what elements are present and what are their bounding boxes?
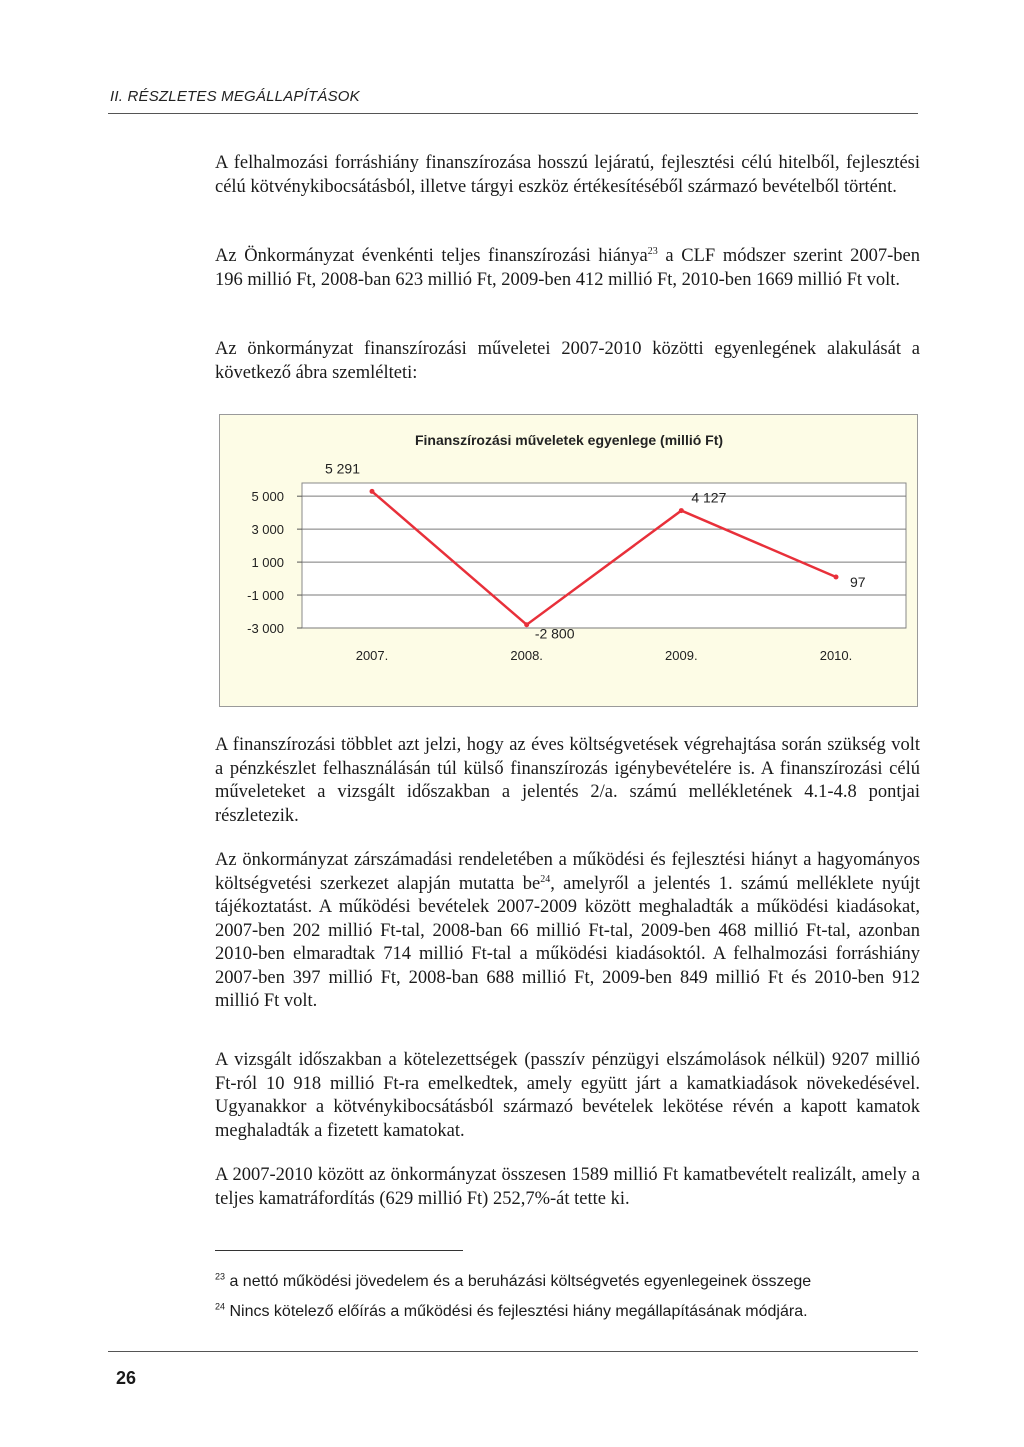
x-tick-label: 2010. <box>819 648 853 663</box>
footnote-23-number: 23 <box>215 1271 226 1282</box>
paragraph-5-text-b: , amelyről a jelentés 1. számú melléklete nyújt tájékoztatást. A működési bevételek 2007-2009 között meghaladták a működési kiadásokat, 2007-ben 202 millió Ft-tal, 2008-ban 66 millió Ft-tal, 2009-ben 468 millió Ft-tal, azonban 2010-ben elmaradtak 714 millió Ft-tal a működési kiadásoktól. A felhalmozási forráshiány 2007-ben 397 millió Ft, 2008-ban 688 millió Ft, 2009-ben 849 millió Ft és 2010-ben 912 millió Ft volt. <box>215 873 920 1011</box>
data-point <box>679 508 684 513</box>
data-point <box>834 574 839 579</box>
paragraph-2-text-a: Az Önkormányzat évenkénti teljes finanszírozási hiánya <box>215 246 648 266</box>
data-label: 5 291 <box>324 460 360 477</box>
y-tick-label: 5 000 <box>251 489 284 505</box>
data-point <box>370 489 375 494</box>
plot-area <box>302 483 906 628</box>
paragraph-5 <box>215 849 920 1014</box>
x-tick-label: 2009. <box>665 648 698 663</box>
paragraph-6: A vizsgált időszakban a kötelezettségek (passzív pénzügyi elszámolások nélkül) 9207 millió Ft-ról 10 918 millió Ft-ra emelkedtek, amely együtt járt a kamatkiadások növekedésével. Ugyanakkor a kötvénykibocsátásból származó bevételek lekötése révén a kapott kamatok meghaladták a fizetett kamatokat. <box>215 1050 920 1141</box>
footnote-24-number: 24 <box>215 1301 226 1312</box>
data-point <box>524 622 529 627</box>
data-label: 97 <box>850 573 866 590</box>
balance-line-chart <box>220 415 919 708</box>
footer-rule <box>108 1351 918 1352</box>
footnote-ref-24[interactable]: 24 <box>540 873 551 885</box>
x-tick-label: 2007. <box>355 648 389 663</box>
page-number: 26 <box>116 1368 137 1388</box>
paragraph-2-text-b: a CLF módszer szerint 2007-ben 196 millió Ft, 2008-ban 623 millió Ft, 2009-ben 412 millió Ft, 2010-ben 1669 millió Ft volt. <box>215 246 920 290</box>
y-tick-label: 3 000 <box>251 522 284 538</box>
data-label: 4 127 <box>691 489 727 506</box>
paragraph-5-text-a: Az önkormányzat zárszámadási rendeletében a működési és fejlesztési hiányt a hagyományos költségvetési szerkezet alapján mutatta be <box>215 850 920 894</box>
data-label: -2 800 <box>534 625 575 642</box>
footnote-rule <box>215 1250 463 1251</box>
footnote-23-text: a nettó működési jövedelem és a beruházási költségvetés egyenlegeinek összege <box>225 1273 812 1290</box>
footnote-23 <box>215 1272 811 1292</box>
paragraph-3: Az önkormányzat finanszírozási műveletei 2007-2010 közötti egyenlegének alakulását a következő ábra szemlélteti: <box>215 339 920 383</box>
page-header: II. RÉSZLETES MEGÁLLAPÍTÁSOK <box>110 88 360 105</box>
y-tick-label: 1 000 <box>251 555 284 571</box>
footnote-24-text: Nincs kötelező előírás a működési és fejlesztési hiány megállapításának módjára. <box>225 1303 808 1320</box>
footnote-ref-23[interactable]: 23 <box>647 245 658 257</box>
paragraph-7: A 2007-2010 között az önkormányzat összesen 1589 millió Ft kamatbevételt realizált, amely a teljes kamatráfordítás (629 millió Ft) 252,7%-át tette ki. <box>215 1165 920 1209</box>
x-tick-label: 2008. <box>510 648 543 663</box>
paragraph-2 <box>215 245 920 292</box>
y-tick-label: -1 000 <box>247 588 284 604</box>
header-rule <box>108 113 918 114</box>
y-tick-label: -3 000 <box>247 621 284 636</box>
chart-panel <box>219 414 918 707</box>
chart-title: Finanszírozási műveletek egyenlege (millió Ft) <box>414 432 724 448</box>
paragraph-4: A finanszírozási többlet azt jelzi, hogy az éves költségvetések végrehajtása során szükség volt a pénzkészlet felhasználásán túl külső finanszírozás igénybevételére is. A finanszírozási célú műveleteket a vizsgált időszakban a jelentés 2/a. számú mellékletének 4.1-4.8 pontjai részletezik. <box>215 735 920 826</box>
paragraph-1: A felhalmozási forráshiány finanszírozása hosszú lejáratú, fejlesztési célú hitelből, fejlesztési célú kötvénykibocsátásból, illetve tárgyi eszköz értékesítéséből származó bevételből történt. <box>215 153 920 197</box>
footnote-24 <box>215 1302 808 1322</box>
